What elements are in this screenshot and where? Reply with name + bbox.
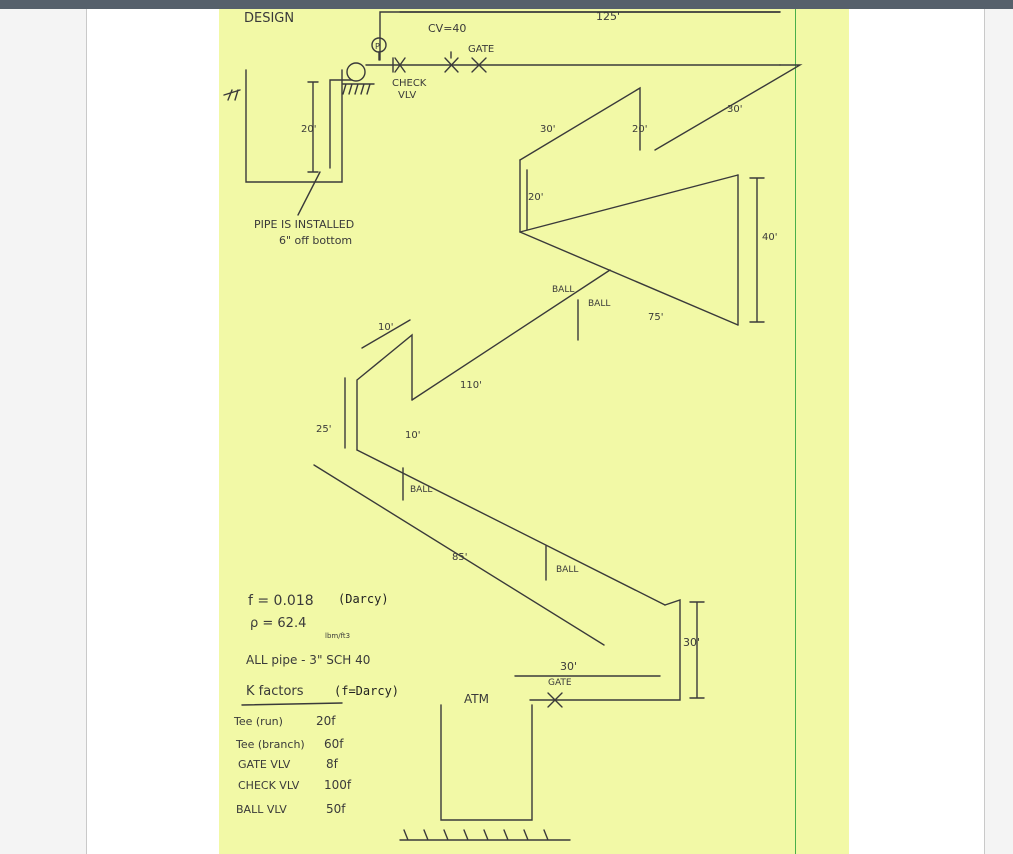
tank-outline <box>246 70 342 182</box>
pipe-spec: ALL pipe - 3" SCH 40 <box>246 653 371 667</box>
k-item-name: Tee (branch) <box>236 738 305 751</box>
friction-note: (Darcy) <box>338 592 389 606</box>
density-unit: lbm/ft3 <box>325 632 351 640</box>
k-item-value: 100f <box>324 778 352 792</box>
ball-label-4: BALL <box>556 565 579 575</box>
friction-label: f = 0.018 <box>248 593 314 609</box>
dim-10-low: 10' <box>405 430 421 441</box>
dim-20-mid: 20' <box>632 124 648 135</box>
pump-base <box>343 84 374 94</box>
dim-25: 25' <box>316 424 332 435</box>
k-underline <box>242 703 342 705</box>
tank-note-2: 6" off bottom <box>279 234 353 247</box>
pipe-75 <box>520 232 738 325</box>
k-item-value: 20f <box>316 714 336 728</box>
ball-label-3: BALL <box>410 485 433 495</box>
k-item-name: CHECK VLV <box>238 779 300 792</box>
k-item-value: 60f <box>324 737 344 751</box>
k-item-value: 8f <box>326 757 338 771</box>
gate-label-bottom: GATE <box>548 678 572 688</box>
dim-10-top: 10' <box>378 322 394 333</box>
k-note: (f=Darcy) <box>334 684 400 698</box>
discharge-riser <box>380 12 780 60</box>
k-item-name: Tee (run) <box>234 715 283 728</box>
pipe-40-dim <box>750 178 764 322</box>
check-label-2: VLV <box>398 90 417 101</box>
pipe-10-box <box>357 335 412 450</box>
pump-circle <box>347 63 365 81</box>
cv-label: CV=40 <box>428 22 467 35</box>
tank-depth-label: 20' <box>301 124 317 135</box>
pipe-diag-up <box>520 175 738 232</box>
dim-30-horiz: 30' <box>560 660 578 673</box>
k-item-name: GATE VLV <box>238 758 291 771</box>
pipe-30-top <box>520 88 640 160</box>
pipe-30-vert-dim <box>690 602 704 698</box>
note-leader <box>298 172 320 215</box>
dim-30-right: 30' <box>727 104 743 115</box>
tank-note-1: PIPE IS INSTALLED <box>254 218 355 231</box>
dim-110: 110' <box>460 380 482 391</box>
dim-85: 85' <box>452 552 468 563</box>
dim-30-top: 30' <box>540 124 556 135</box>
ball-label-1: BALL <box>552 285 575 295</box>
dim-20-drop: 20' <box>528 192 544 203</box>
dim-75: 75' <box>648 312 664 323</box>
density-label: ρ = 62.4 <box>250 616 307 631</box>
receiving-ground <box>400 830 570 840</box>
k-item-value: 50f <box>326 802 346 816</box>
dim-40: 40' <box>762 232 778 243</box>
pump-label: P <box>375 42 380 51</box>
k-title: K factors <box>246 684 304 699</box>
ball-label-2: BALL <box>588 299 611 309</box>
atm-label: ATM <box>464 692 489 706</box>
check-label: CHECK <box>392 78 427 89</box>
ground-hatch <box>224 90 240 100</box>
pipe-mid-long <box>412 270 610 400</box>
cv-valve <box>445 52 458 72</box>
dim-30-bottom: 30' <box>683 636 701 649</box>
dim-125-label: 125' <box>596 10 621 23</box>
receiving-tank <box>441 705 532 820</box>
design-title: DESIGN <box>244 11 295 26</box>
k-item-name: BALL VLV <box>236 803 287 816</box>
gate-label: GATE <box>468 44 495 55</box>
